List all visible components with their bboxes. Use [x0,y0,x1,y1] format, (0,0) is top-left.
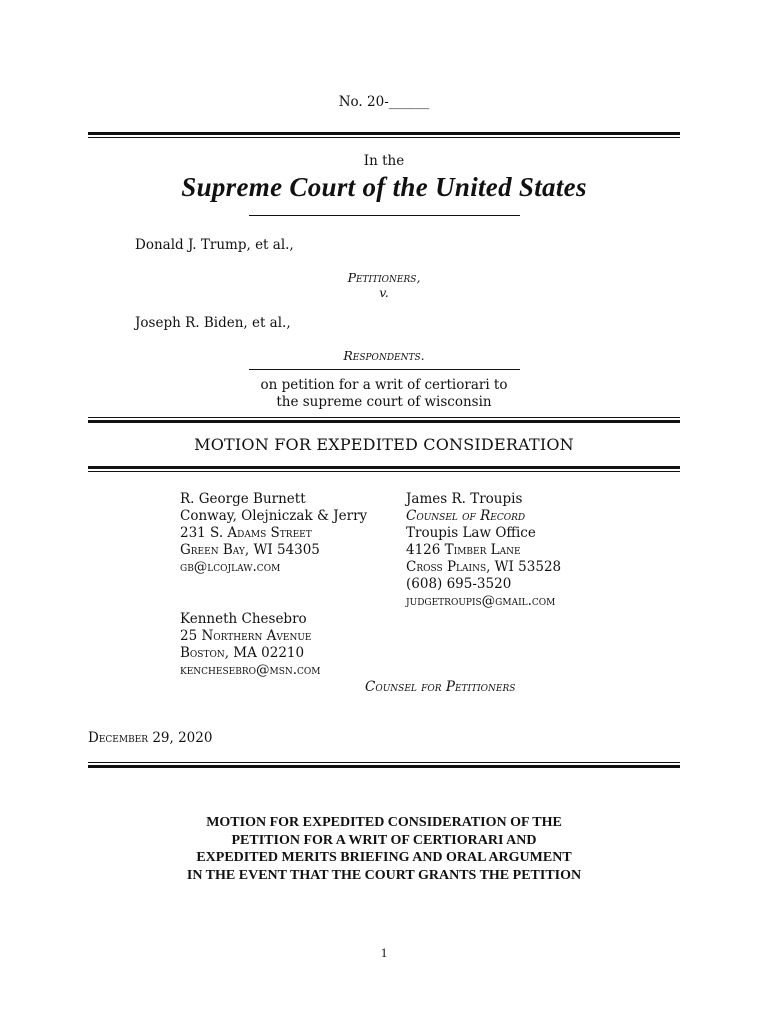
court-underline [249,215,520,216]
parties-underline [249,369,520,370]
counsel-left-street: 231 S. Adams Street [180,525,312,541]
counsel-left-email[interactable]: gb@lcojlaw.com [180,559,281,575]
respondent-name: Joseph R. Biden, et al., [135,315,291,331]
court-name: Supreme Court of the United States [181,172,587,202]
heading-line-3: EXPEDITED MERITS BRIEFING AND ORAL ARGUMENT [196,850,572,865]
top-rule-thin [88,137,680,138]
counsel-left-firm: Conway, Olejniczak & Jerry [180,508,368,524]
title-rule-bottom-thick [88,466,680,469]
counsel-right-name: James R. Troupis [406,491,523,507]
motion-title: MOTION FOR EXPEDITED CONSIDERATION [194,435,574,454]
top-rule-thick [88,132,680,135]
counsel-right-phone: (608) 695-3520 [406,576,512,592]
versus: v. [379,285,389,300]
counsel-right-email[interactable]: judgetroupis@gmail.com [406,593,556,609]
petition-line-1: on petition for a writ of certiorari to [260,377,508,393]
counsel-third-city: Boston, MA 02210 [180,645,305,661]
date-rule-thin [88,762,680,763]
respondent-role: Respondents. [343,348,425,363]
petitioner-name: Donald J. Trump, et al., [135,237,294,253]
filing-date: December 29, 2020 [88,730,213,746]
court-prefix: In the [363,153,405,169]
page-number: 1 [380,945,388,960]
heading-line-1: MOTION FOR EXPEDITED CONSIDERATION OF THE [206,815,562,830]
motion-heading [0,814,768,884]
title-rule-top-thick [88,420,680,423]
counsel-for-label: Counsel for Petitioners [365,679,516,695]
petition-line-2: the supreme court of wisconsin [276,394,492,410]
counsel-right-role: Counsel of Record [406,508,526,524]
docket-number: No. 20-______ [338,94,430,110]
counsel-third-street: 25 Northern Avenue [180,628,312,644]
counsel-left-city: Green Bay, WI 54305 [180,542,320,558]
counsel-third-name: Kenneth Chesebro [180,611,307,627]
counsel-right-city: Cross Plains, WI 53528 [406,559,562,575]
heading-line-2: PETITION FOR A WRIT OF CERTIORARI AND [231,832,537,848]
counsel-right-firm: Troupis Law Office [406,525,536,541]
petitioner-role: Petitioners, [347,270,421,285]
date-rule-thick [88,765,680,768]
counsel-left-name: R. George Burnett [180,491,306,507]
title-rule-bottom-thin [88,471,680,472]
counsel-right-street: 4126 Timber Lane [406,542,521,558]
heading-line-4: IN THE EVENT THAT THE COURT GRANTS THE PETITION [186,867,582,883]
counsel-third-email[interactable]: kenchesebro@msn.com [180,662,321,678]
title-rule-top-thin [88,417,680,418]
